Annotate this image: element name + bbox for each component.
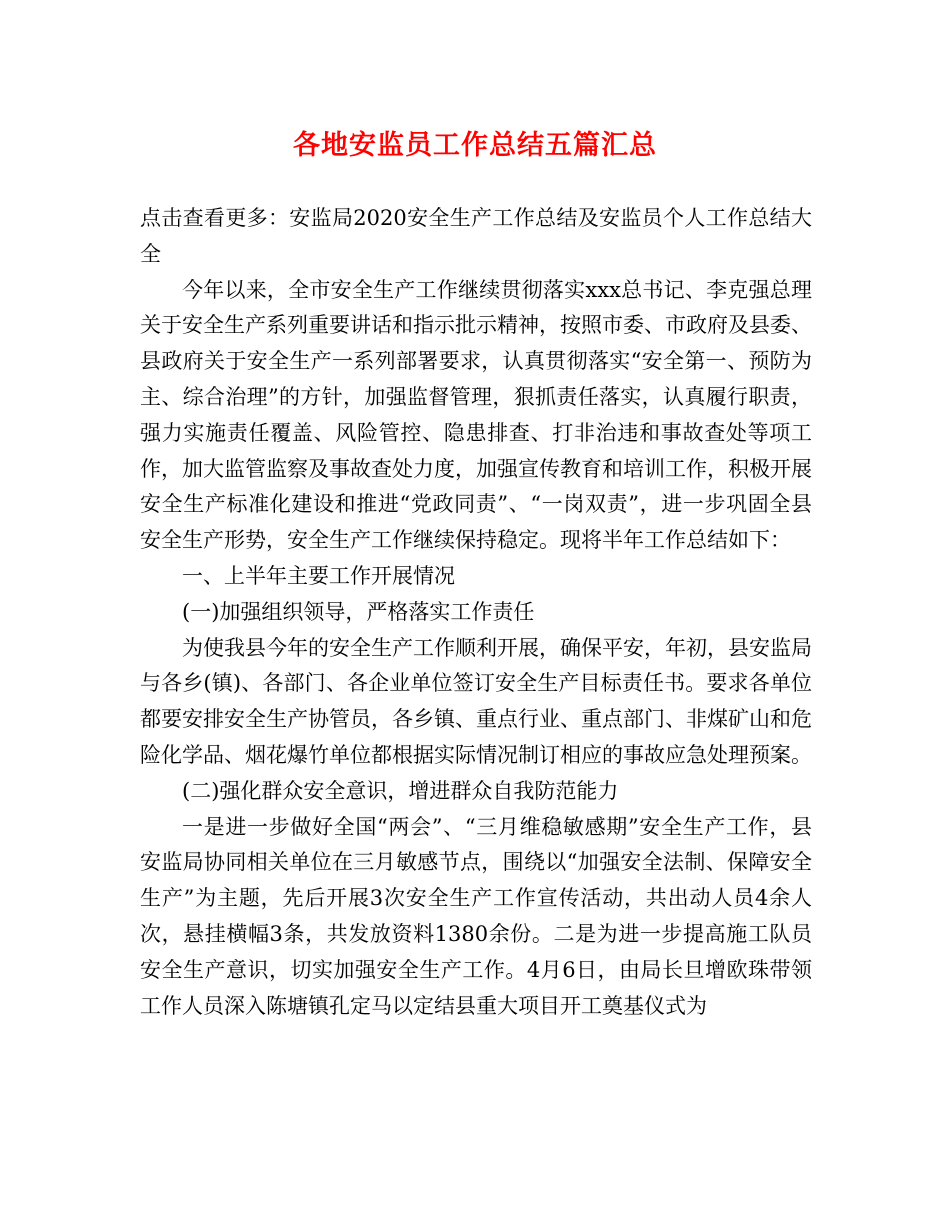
body-paragraph-2: 一是进一步做好全国“两会”、“三月维稳敏感期”安全生产工作，县安监局协同相关单位在三月敏感节点，围绕以“加强安全法制、保障安全生产”为主题，先后开展3次安全生产工作宣传活动，共出动人员4余人次，悬挂横幅3条，共发放资料1380余份。二是为进一步提高施工队员安全生产意识，切实加强安全生产工作。4月6日，由局长旦增欧珠带领工作人员深入陈塘镇孔定马以定结县重大项目开工奠基仪式为 <box>140 814 812 1018</box>
document-title: 各地安监员工作总结五篇汇总 <box>293 130 657 161</box>
intro-paragraph: 今年以来，全市安全生产工作继续贯彻落实xxx总书记、李克强总理关于安全生产系列重要讲话和指示批示精神，按照市委、市政府及县委、县政府关于安全生产一系列部署要求，认真贯彻落实“安全第一、预防为主、综合治理”的方针，加强监督管理，狠抓责任落实，认真履行职责，强力实施责任覆盖、风险管控、隐患排查、打非治违和事故查处等项工作，加大监管监察及事故查处力度，加强宣传教育和培训工作，积极开展安全生产标准化建设和推进“党政同责”、“一岗双责”，进一步巩固全县安全生产形势，安全生产工作继续保持稳定。现将半年工作总结如下： <box>140 277 812 553</box>
subsection-heading-2: (二)强化群众安全意识，增进群众自我防范能力 <box>182 778 619 803</box>
more-link-paragraph[interactable]: 点击查看更多：安监局2020安全生产工作总结及安监员个人工作总结大全 <box>140 206 812 266</box>
section-heading: 一、上半年主要工作开展情况 <box>182 563 455 588</box>
document-body <box>140 201 812 1024</box>
subsection-heading-1: (一)加强组织领导，严格落实工作责任 <box>182 599 535 624</box>
body-paragraph-1: 为使我县今年的安全生产工作顺利开展，确保平安，年初，县安监局与各乡(镇)、各部门、各企业单位签订安全生产目标责任书。要求各单位都要安排安全生产协管员，各乡镇、重点行业、重点部门、非煤矿山和危险化学品、烟花爆竹单位都根据实际情况制订相应的事故应急处理预案。 <box>140 635 812 767</box>
